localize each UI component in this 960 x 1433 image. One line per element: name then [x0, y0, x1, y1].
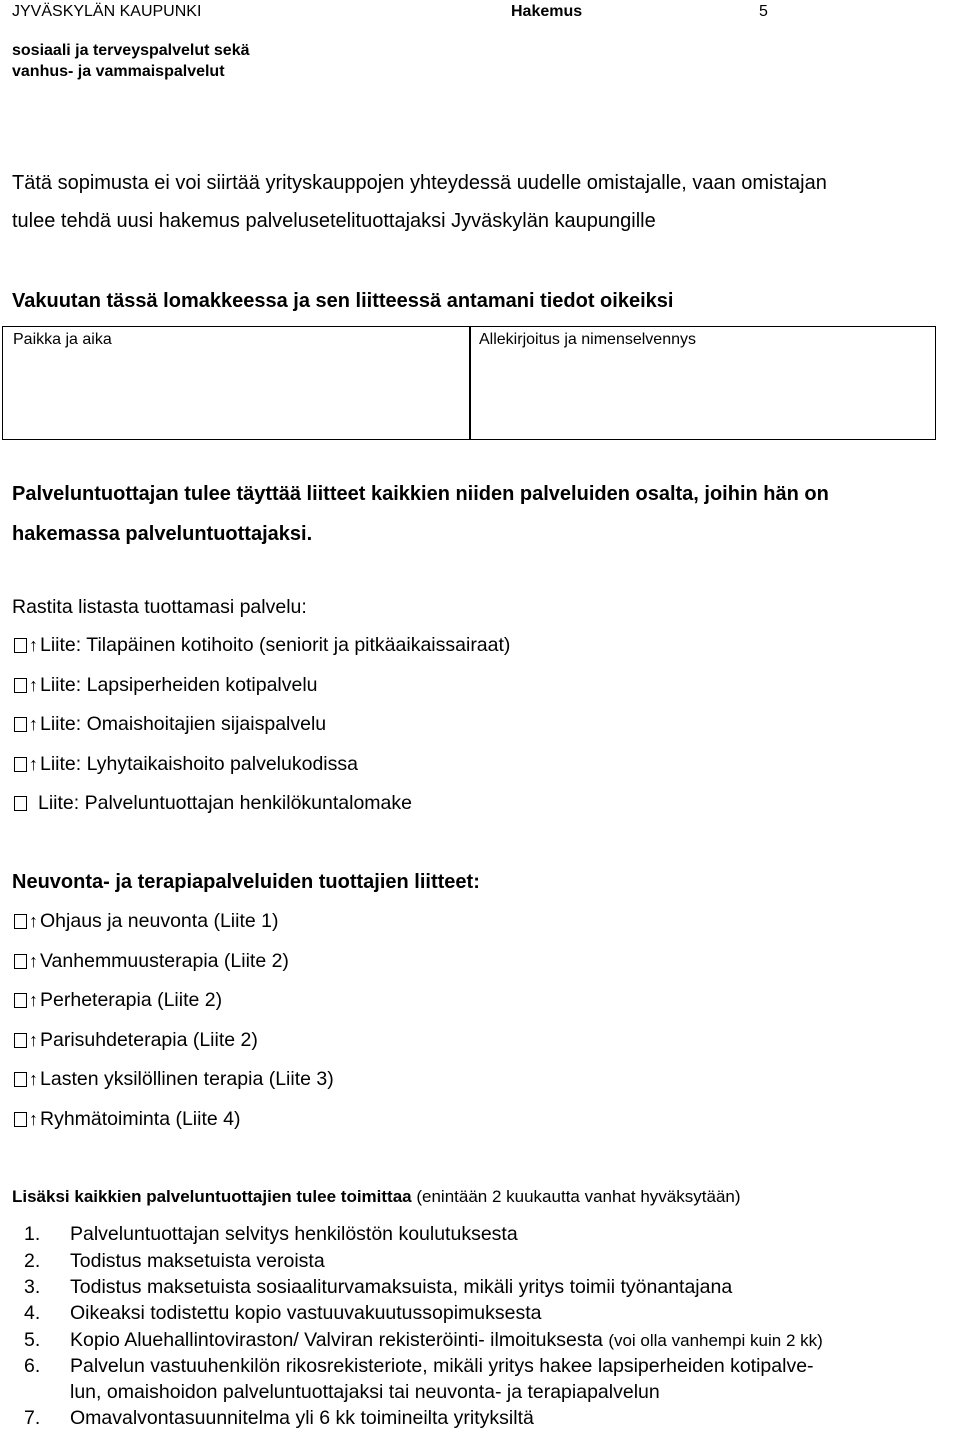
therapy-item-label: Vanhemmuusterapia (Liite 2) [40, 950, 289, 972]
therapy-item-label: Parisuhdeterapia (Liite 2) [40, 1029, 258, 1051]
services-title: Rastita listasta tuottamasi palvelu: [12, 596, 307, 618]
list-item-number: 2. [24, 1250, 41, 1272]
arrow-up-icon: ↑ [29, 1030, 38, 1050]
list-item-number: 1. [24, 1223, 41, 1245]
checkbox[interactable] [14, 1112, 27, 1127]
list-item [24, 1223, 518, 1246]
therapy-item[interactable] [14, 910, 278, 933]
signature-box [2, 326, 936, 440]
therapy-item-label: Lasten yksilöllinen terapia (Liite 3) [40, 1068, 334, 1090]
list-item-note: (voi olla vanhempi kuin 2 kk) [608, 1331, 823, 1350]
therapy-item-label: Perheterapia (Liite 2) [40, 989, 223, 1011]
arrow-up-icon: ↑ [29, 911, 38, 931]
checkbox[interactable] [14, 717, 27, 732]
service-item-label: Liite: Palveluntuottajan henkilökuntalomake [38, 792, 412, 814]
header-org: JYVÄSKYLÄN KAUPUNKI [12, 3, 202, 20]
arrow-up-icon: ↑ [29, 951, 38, 971]
additional-title [12, 1187, 741, 1207]
list-item-number: 3. [24, 1276, 41, 1298]
checkbox[interactable] [14, 1072, 27, 1087]
header-dept-line1: sosiaali ja terveyspalvelut sekä [12, 42, 250, 59]
checkbox[interactable] [14, 678, 27, 693]
therapy-item[interactable] [14, 1068, 334, 1091]
attachments-note-line1: Palveluntuottajan tulee täyttää liitteet kaikkien niiden palveluiden osalta, joihin hän on [12, 483, 829, 505]
arrow-up-icon: ↑ [29, 675, 38, 695]
list-item-text: Palvelun vastuuhenkilön rikosrekisteriote, mikäli yritys hakee lapsiperheiden kotipalve- [70, 1355, 814, 1377]
list-item-continuation: lun, omaishoidon palveluntuottajaksi tai neuvonta- ja terapiapalvelun [70, 1381, 660, 1403]
service-item-label: Liite: Lyhytaikaishoito palvelukodissa [40, 753, 358, 775]
arrow-up-icon: ↑ [29, 1069, 38, 1089]
declaration: Vakuutan tässä lomakkeessa ja sen liitteessä antamani tiedot oikeiksi [12, 290, 674, 312]
list-item-text: Todistus maksetuista veroista [70, 1250, 325, 1272]
therapy-item-label: Ohjaus ja neuvonta (Liite 1) [40, 910, 279, 932]
service-item[interactable] [14, 634, 510, 657]
list-item [24, 1355, 814, 1378]
therapy-item[interactable] [14, 1029, 258, 1052]
checkbox[interactable] [14, 1033, 27, 1048]
signature-box-divider [469, 327, 471, 439]
list-item-number: 5. [24, 1329, 41, 1351]
checkbox[interactable] [14, 757, 27, 772]
additional-title-note: (enintään 2 kuukautta vanhat hyväksytään) [416, 1187, 741, 1206]
list-item-text: Palveluntuottajan selvitys henkilöstön koulutuksesta [70, 1223, 518, 1245]
list-item-text: Todistus maksetuista sosiaaliturvamaksuista, mikäli yritys toimii työnantajana [70, 1276, 733, 1298]
arrow-up-icon: ↑ [29, 635, 38, 655]
list-item [24, 1250, 325, 1273]
list-item [24, 1329, 823, 1352]
checkbox[interactable] [14, 638, 27, 653]
list-item-number: 4. [24, 1302, 41, 1324]
therapy-title: Neuvonta- ja terapiapalveluiden tuottajien liitteet: [12, 871, 480, 893]
service-item-label: Liite: Tilapäinen kotihoito (seniorit ja pitkäaikaissairaat) [40, 634, 511, 656]
place-date-label: Paikka ja aika [13, 331, 112, 348]
signature-label: Allekirjoitus ja nimenselvennys [479, 331, 696, 348]
list-item-text: Oikeaksi todistettu kopio vastuuvakuutussopimuksesta [70, 1302, 542, 1324]
attachments-note-line2: hakemassa palveluntuottajaksi. [12, 523, 313, 545]
arrow-up-icon: ↑ [29, 1109, 38, 1129]
list-item [24, 1407, 534, 1430]
service-item[interactable] [14, 674, 318, 697]
list-item-number: 7. [24, 1407, 41, 1429]
checkbox[interactable] [14, 796, 27, 811]
service-item-label: Liite: Lapsiperheiden kotipalvelu [40, 674, 318, 696]
list-item [24, 1302, 542, 1325]
header-page-number: 5 [759, 3, 768, 20]
list-item-text: Omavalvontasuunnitelma yli 6 kk toimineilta yrityksiltä [70, 1407, 534, 1429]
therapy-item[interactable] [14, 989, 222, 1012]
checkbox[interactable] [14, 993, 27, 1008]
intro-line2: tulee tehdä uusi hakemus palvelusetelituottajaksi Jyväskylän kaupungille [12, 210, 656, 232]
additional-title-bold: Lisäksi kaikkien palveluntuottajien tulee toimittaa [12, 1187, 412, 1206]
service-item[interactable] [14, 792, 412, 815]
therapy-item[interactable] [14, 1108, 240, 1131]
checkbox[interactable] [14, 954, 27, 969]
list-item [24, 1276, 732, 1299]
checkbox[interactable] [14, 914, 27, 929]
therapy-item[interactable] [14, 950, 289, 973]
arrow-up-icon: ↑ [29, 754, 38, 774]
arrow-up-icon: ↑ [29, 990, 38, 1010]
header-dept-line2: vanhus- ja vammaispalvelut [12, 63, 225, 80]
list-item-text: Kopio Aluehallintoviraston/ Valviran rekisteröinti- ilmoituksesta [70, 1329, 603, 1351]
list-item-number: 6. [24, 1355, 41, 1377]
header-doc-type: Hakemus [511, 3, 583, 20]
intro-line1: Tätä sopimusta ei voi siirtää yrityskauppojen yhteydessä uudelle omistajalle, vaan omistajan [12, 172, 827, 194]
service-item[interactable] [14, 713, 326, 736]
therapy-item-label: Ryhmätoiminta (Liite 4) [40, 1108, 241, 1130]
service-item[interactable] [14, 753, 358, 776]
arrow-up-icon: ↑ [29, 714, 38, 734]
service-item-label: Liite: Omaishoitajien sijaispalvelu [40, 713, 327, 735]
